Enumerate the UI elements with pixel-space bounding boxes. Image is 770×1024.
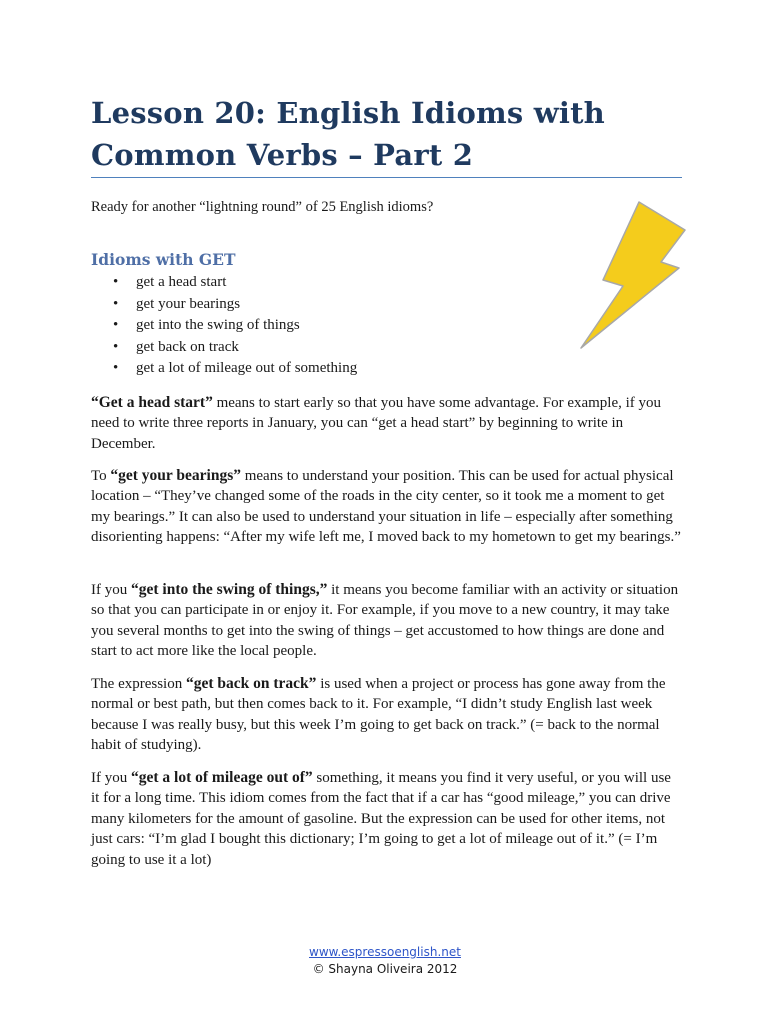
paragraph-body: means to start early so that you have some advantage. For example, if you need to write three reports in January, you can “get a head start” by beginning to write in December. — [91, 395, 662, 452]
idiom-term: “get back on track” — [185, 675, 317, 692]
paragraph-head-start — [91, 393, 683, 454]
idiom-term: “get a lot of mileage out of” — [131, 769, 313, 786]
list-item: • get a head start — [91, 272, 357, 294]
paragraph-lead: The expression — [91, 676, 186, 692]
copyright-text: © Shayna Oliveira 2012 — [312, 962, 458, 976]
paragraph-body: is used when a project or process has gone away from the normal or best path, but then comes back to it. For example, “I didn’t study English last week because I was really busy, but this week I’m going to get back on track.” (= back to the normal habit of studying). — [91, 676, 666, 754]
idiom-term: “get into the swing of things,” — [131, 581, 328, 598]
title-divider — [91, 177, 682, 178]
list-item: • get into the swing of things — [91, 315, 357, 337]
intro-text: Ready for another “lightning round” of 25 English idioms? — [91, 199, 434, 215]
list-item: • get back on track — [91, 337, 357, 359]
paragraph-body: it means you become familiar with an activity or situation so that you can participate in or enjoy it. For example, if you move to a new country, it may take you several months to get into the swing of things – get accustomed to how things are done and start to act more like the local people. — [91, 582, 679, 660]
section-heading: Idioms with GET — [91, 250, 236, 269]
paragraph-body: something, it means you find it very useful, or you will use it for a long time. This idiom comes from the fact that if a car has “good mileage,” you can drive many kilometers for the amount of gasoline. But the expression can be used for other items, not just cars: “I’m glad I bought this dictionary; I’m going to get a lot of mileage out of it.” (= I’m going to use it a lot) — [91, 770, 671, 868]
lightning-bolt-icon — [577, 200, 687, 350]
paragraph-lead: To — [91, 468, 111, 484]
paragraph-lead: If you — [91, 582, 131, 598]
list-item: • get a lot of mileage out of something — [91, 358, 357, 380]
list-item: • get your bearings — [91, 294, 357, 316]
paragraph-body: means to understand your position. This can be used for actual physical location – “They’ve changed some of the roads in the city center, so it took me a moment to get my bearings.” It can also be used to understand your situation in life – especially after something disorienting happens: “After my wife left me, I moved back to my hometown to get my bearings.” — [91, 468, 681, 546]
idiom-term: “get your bearings” — [110, 467, 241, 484]
paragraph-swing-of-things — [91, 580, 683, 662]
page-footer — [0, 944, 770, 978]
paragraph-mileage — [91, 768, 683, 870]
page-title: Lesson 20: English Idioms with Common Verbs – Part 2 — [91, 96, 605, 172]
website-link[interactable]: www.espressoenglish.net — [309, 945, 461, 959]
paragraph-bearings — [91, 466, 683, 548]
paragraph-lead: If you — [91, 770, 131, 786]
paragraph-back-on-track — [91, 674, 683, 756]
idiom-list — [91, 272, 357, 380]
idiom-term: “Get a head start” — [91, 394, 213, 411]
